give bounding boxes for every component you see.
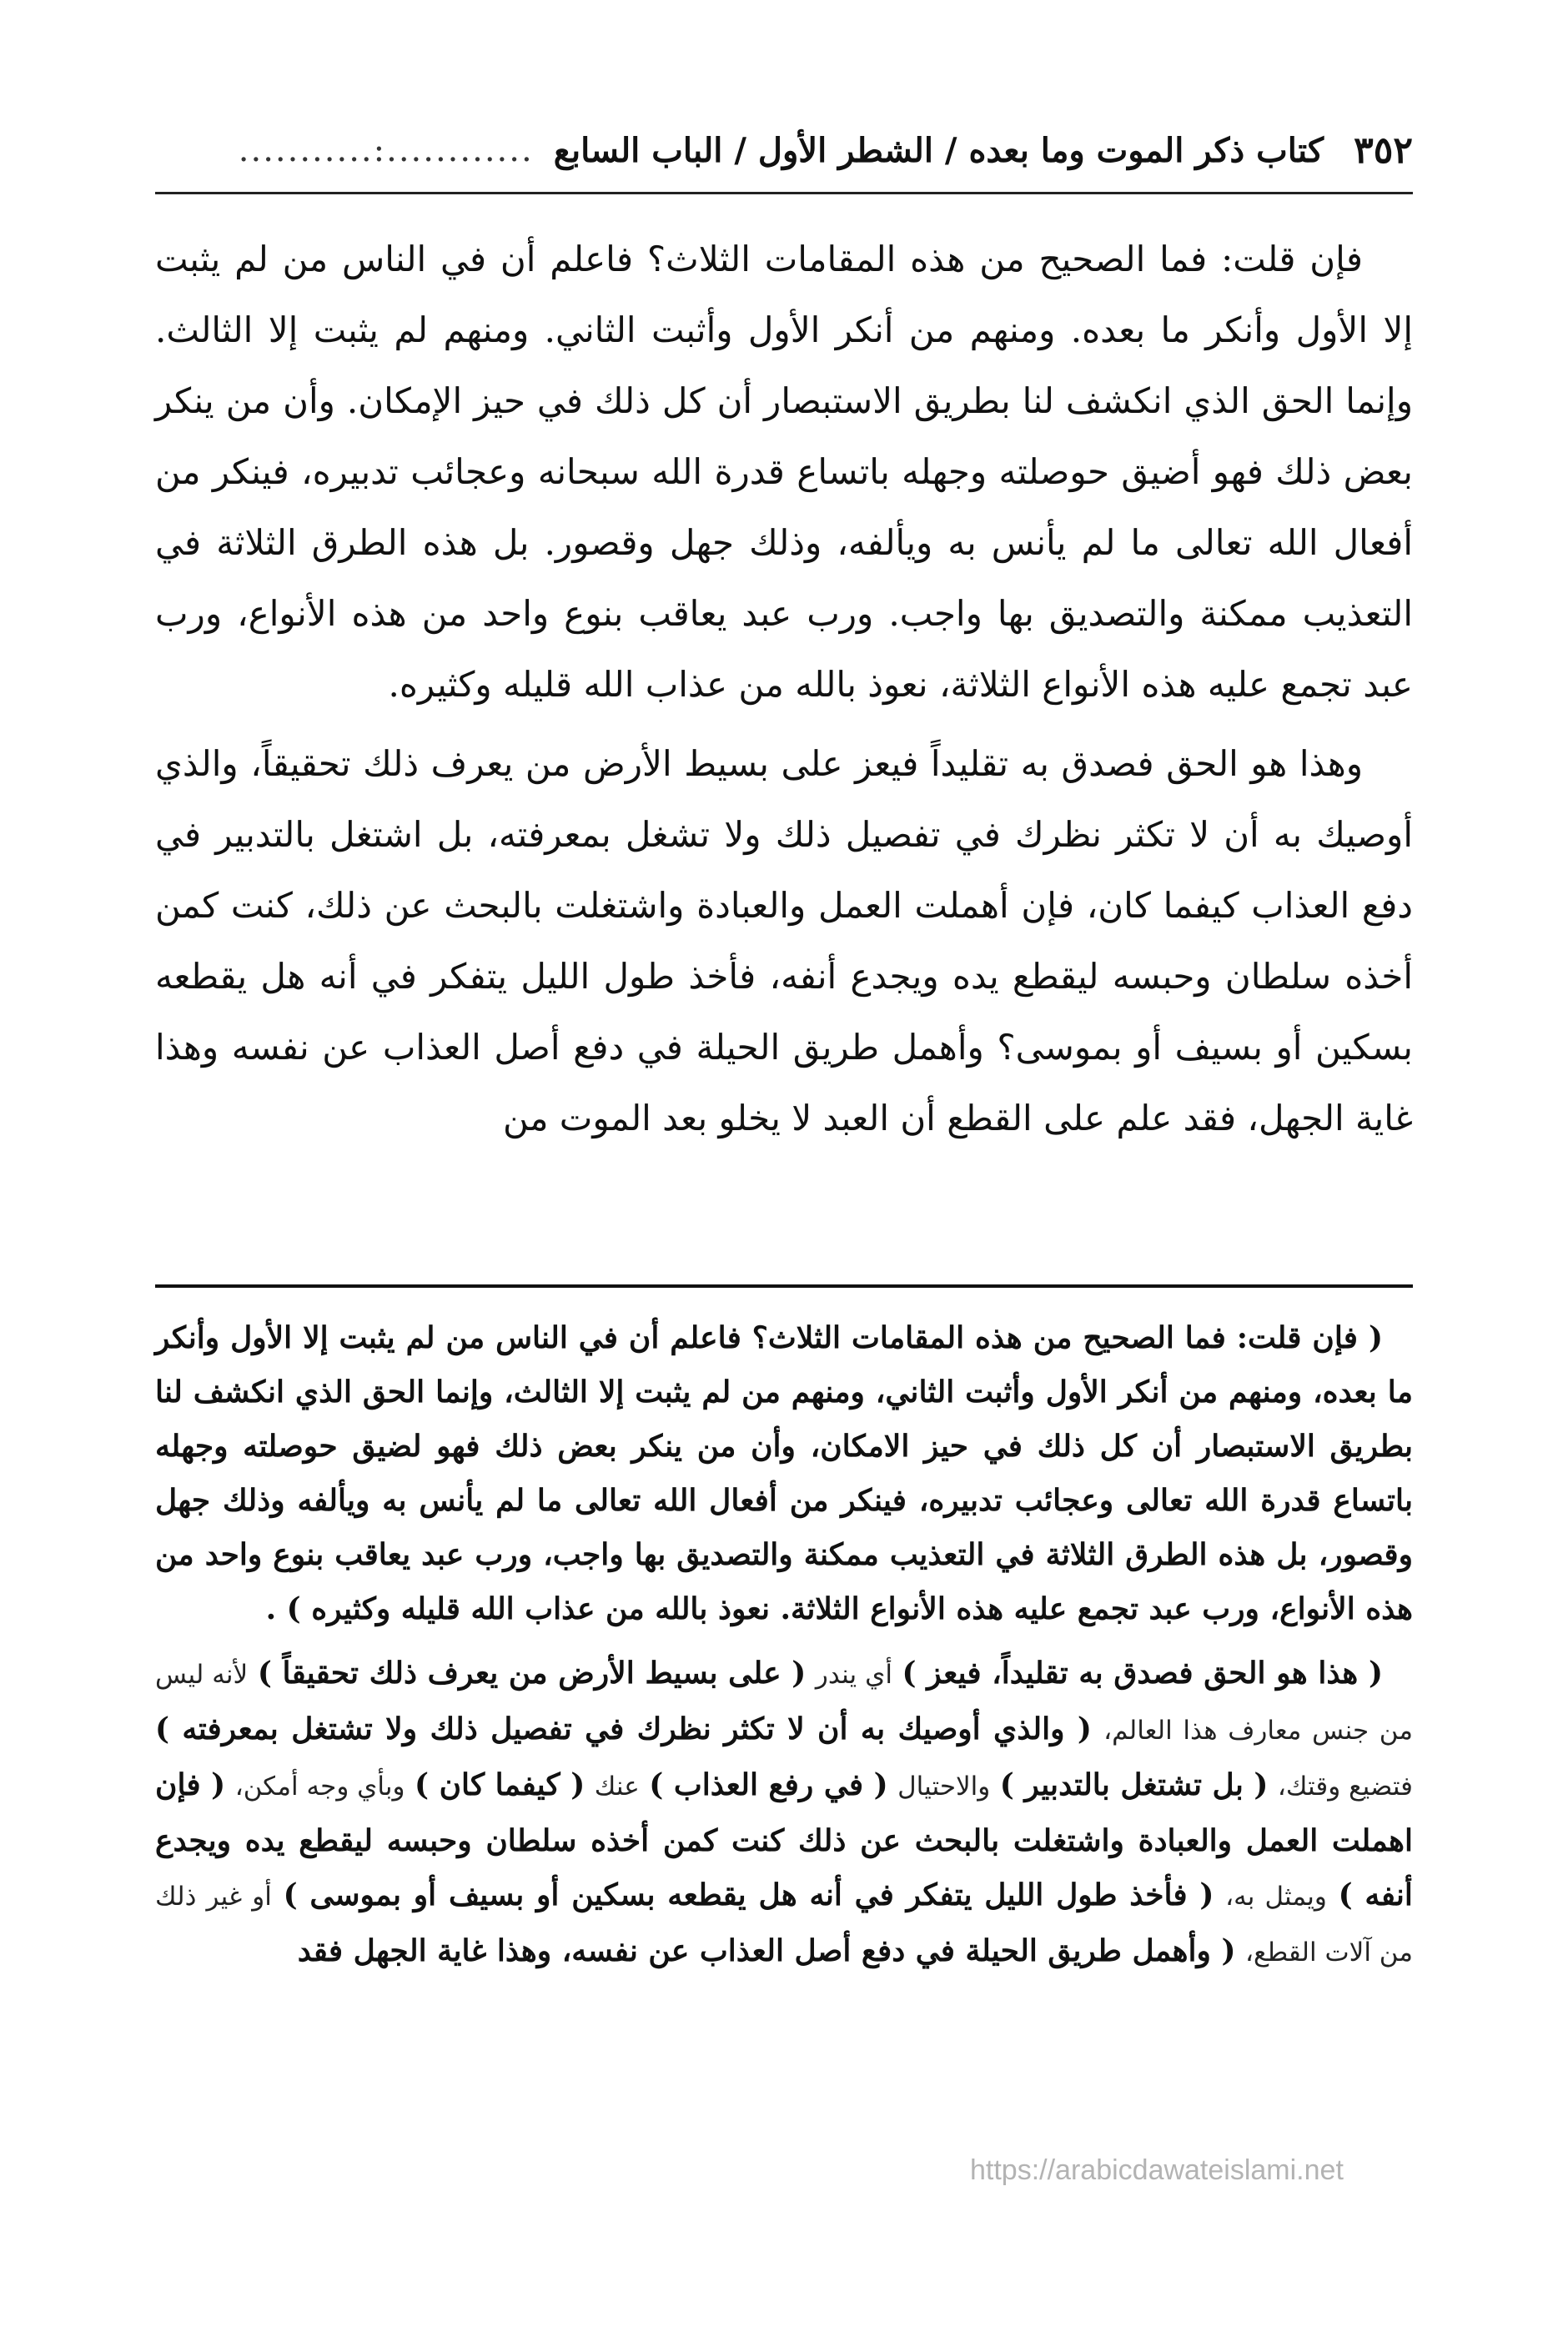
quoted-text: ( فإن اهملت العمل والعبادة واشتغلت بالبحث عن ذلك كنت كمن أخذه سلطان وحبسه ليقطع يده ويجدع أنفه ) [155,1767,1413,1912]
explanatory-note: ويمثل به، [1225,1882,1327,1912]
commentary-paragraph-2 [155,1646,1413,1980]
watermark-url: https://arabicdawateislami.net [970,2154,1344,2186]
page-header [155,123,1413,177]
quoted-text: ( بل تشتغل بالتدبير ) [999,1767,1269,1802]
explanatory-note: والاحتيال [897,1772,991,1802]
footnote-separator [155,1284,1413,1288]
quoted-text: ( هذا هو الحق فصدق به تقليداً، فيعز ) [902,1656,1383,1691]
quoted-text: ( وأهمل طريق الحيلة في دفع أصل العذاب عن نفسه، وهذا غاية الجهل فقد [297,1933,1236,1968]
explanatory-note: لأنه ليس من جنس معارف هذا العالم، [155,1660,1414,1746]
commentary-paragraph-1: ( فإن قلت: فما الصحيح من هذه المقامات الثلاث؟ فاعلم أن في الناس من لم يثبت إلا الأول وأنكر ما بعده، ومنهم من أنكر الأول وأثبت الثاني، ومنهم من لم يثبت إلا الثالث، وإنما الحق الذي انكشف لنا بطريق الاستبصار أن كل ذلك في حيز الامكان، وأن من ينكر بعض ذلك فهو لضيق حوصلته وجهله باتساع قدرة الله تعالى وعجائب تدبيره، فينكر من أفعال الله تعالى ما لم يأنس به ويألفه وذلك جهل وقصور، بل هذه الطرق الثلاثة في التعذيب ممكنة والتصديق بها واجب، ورب عبد يعاقب بنوع واحد من هذه الأنواع، ورب عبد تجمع عليه هذه الأنواع الثلاثة. نعوذ بالله من عذاب الله قليله وكثيره ) . [155,1320,1413,1626]
explanatory-note: أو غير ذلك من آلات القطع، [155,1882,1413,1968]
quoted-text: ( كيفما كان ) [414,1767,585,1802]
quoted-text: ( فأخذ طول الليل يتفكر في أنه هل يقطعه بسكين أو بسيف أو بموسى ) [283,1877,1214,1912]
explanatory-note: وبأي وجه أمكن، [234,1772,405,1802]
explanatory-note: فتضيع وقتك، [1277,1772,1413,1802]
main-paragraph-1: فإن قلت: فما الصحيح من هذه المقامات الثلاث؟ فاعلم أن في الناس من لم يثبت إلا الأول وأنكر ما بعده. ومنهم من أنكر الأول وأثبت الثاني. ومنهم لم يثبت إلا الثالث. وإنما الحق الذي انكشف لنا بطريق الاستبصار أن كل ذلك في حيز الإمكان. وأن من ينكر بعض ذلك فهو أضيق حوصلته وجهله باتساع قدرة الله سبحانه وعجائب تدبيره، فينكر من أفعال الله تعالى ما لم يأنس به ويألفه، وذلك جهل وقصور. بل هذه الطرق الثلاثة في التعذيب ممكنة والتصديق بها واجب. ورب عبد يعاقب بنوع واحد من هذه الأنواع، ورب عبد تجمع عليه هذه الأنواع الثلاثة، نعوذ بالله من عذاب الله قليله وكثيره. [155,239,1413,705]
quoted-text: ( على بسيط الأرض من يعرف ذلك تحقيقاً ) [257,1656,807,1691]
commentary [155,1311,1413,1980]
main-text [155,224,1413,1153]
quoted-text: ( والذي أوصيك به أن لا تكثر نظرك في تفصيل ذلك ولا تشتغل بمعرفته ) [155,1711,1092,1746]
main-paragraph-2: وهذا هو الحق فصدق به تقليداً فيعز على بسيط الأرض من يعرف ذلك تحقيقاً، والذي أوصيك به أن لا تكثر نظرك في تفصيل ذلك ولا تشغل بمعرفته، بل اشتغل بالتدبير في دفع العذاب كيفما كان، فإن أهملت العمل والعبادة واشتغلت بالبحث عن ذلك، كنت كمن أخذه سلطان وحبسه ليقطع يده ويجدع أنفه، فأخذ طول الليل يتفكر في أنه هل يقطعه بسكين أو بسيف أو بموسى؟ وأهمل طريق الحيلة في دفع أصل العذاب عن نفسه وهذا غاية الجهل، فقد علم على القطع أن العبد لا يخلو بعد الموت من [155,743,1413,1138]
explanatory-note: عنك [594,1772,640,1802]
running-title: كتاب ذكر الموت وما بعده / الشطر الأول / الباب السابع [553,130,1324,170]
header-rule [155,192,1413,194]
quoted-text: ( في رفع العذاب ) [649,1767,888,1802]
explanatory-note: أي يندر [815,1660,892,1690]
header-dots: ............:........... [238,131,534,169]
page-number: ٣٥٢ [1354,128,1413,172]
